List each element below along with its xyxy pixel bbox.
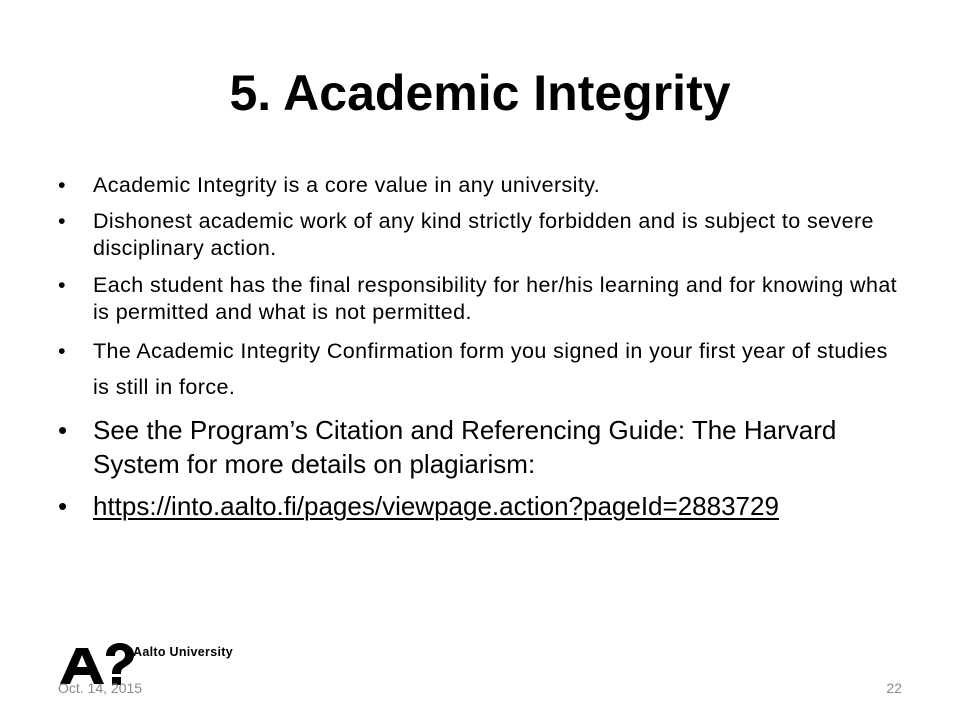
bullet-item [58,272,898,326]
bullet-item [58,333,898,405]
bullet-dot: • [58,209,66,233]
bullet-text: Dishonest academic work of any kind strictly forbidden and is subject to severe disciplinary action. [93,209,874,260]
bullet-item-link [58,489,898,523]
bullet-dot: • [58,415,68,445]
bullet-list [58,172,898,531]
bullet-item [58,413,898,481]
bullet-text: Each student has the final responsibility for her/his learning and for knowing what is permitted and what is not permitted. [93,273,898,324]
bullet-dot: • [58,273,66,297]
bullet-dot: • [58,173,66,197]
bullet-text: The Academic Integrity Confirmation form you signed in your first year of studies is still in force. [93,339,888,399]
guide-link[interactable]: https://into.aalto.fi/pages/viewpage.action?pageId=2883729 [93,491,779,521]
bullet-text: Academic Integrity is a core value in any university. [93,173,601,197]
bullet-item [58,208,898,262]
bullet-item [58,172,898,199]
slide-title: 5. Academic Integrity [229,65,731,121]
bullet-dot: • [58,339,66,363]
page-number: 22 [886,680,902,696]
bullet-text: See the Program’s Citation and Referencing Guide: The Harvard System for more details on plagiarism: [93,415,837,479]
footer-date: Oct. 14, 2015 [58,680,143,696]
logo-text: Aalto University [133,645,233,659]
bullet-dot: • [58,491,68,521]
